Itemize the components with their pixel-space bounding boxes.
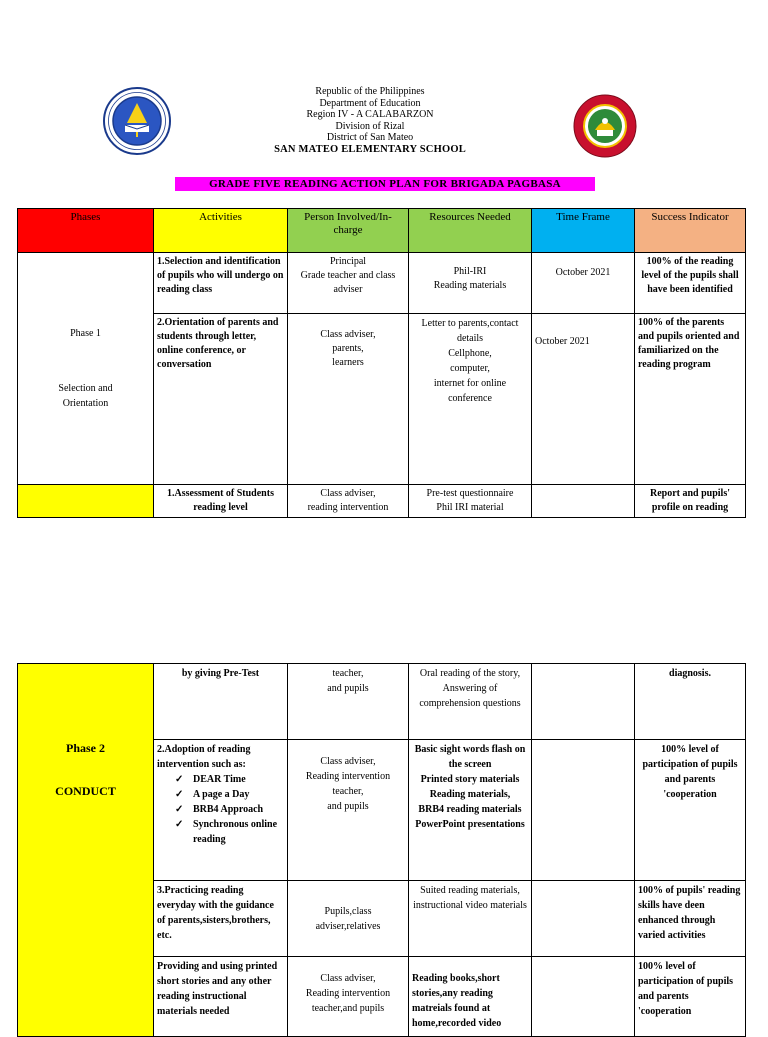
person-cell: Class adviser, parents, learners	[288, 314, 409, 485]
success-cell: 100% of pupils' reading skills have deen enhanced through varied activities	[635, 881, 746, 957]
school-seal-logo	[573, 94, 637, 158]
list-item	[175, 817, 284, 847]
phase-2-name: Phase 2	[66, 741, 105, 755]
header-line: Department of Education	[319, 97, 421, 109]
header-line: District of San Mateo	[326, 132, 414, 143]
success-cell: 100% level of participation of pupils and parents 'cooperation	[635, 957, 746, 1037]
checkmark-icon: ✓	[175, 789, 184, 800]
timeframe-cell	[532, 881, 635, 957]
resources-cell: Oral reading of the story, Answering of comprehension questions	[409, 664, 532, 740]
activity-cell: by giving Pre-Test	[154, 664, 288, 740]
timeframe-cell	[532, 740, 635, 881]
activity-cell: 1.Assessment of Students reading level	[154, 485, 288, 518]
person-cell: Principal Grade teacher and class adviser	[288, 253, 409, 314]
phase-2-subtitle: CONDUCT	[55, 784, 116, 798]
resources-cell: Letter to parents,contact details Cellphone, computer, internet for online conference	[409, 314, 532, 485]
timeframe-cell: October 2021	[532, 253, 635, 314]
resources-cell: Suited reading materials, instructional video materials	[409, 881, 532, 957]
person-cell: Class adviser, Reading intervention teacher,and pupils	[288, 957, 409, 1037]
header-timeframe: Time Frame	[532, 209, 635, 253]
header-person: Person Involved/In-charge	[288, 209, 409, 253]
checkmark-icon: ✓	[175, 819, 184, 830]
phase-1-subtitle: Selection and Orientation	[58, 383, 113, 409]
resources-cell: Phil-IRI Reading materials	[409, 253, 532, 314]
phase-1-name: Phase 1	[70, 328, 101, 339]
activity-text: 2.Adoption of reading intervention such as:	[157, 744, 251, 770]
list-item	[175, 772, 284, 787]
person-cell: Pupils,class adviser,relatives	[288, 881, 409, 957]
success-cell: Report and pupils' profile on reading	[635, 485, 746, 518]
resources-cell: Reading books,short stories,any reading matreials found at home,recorded video	[409, 957, 532, 1037]
success-cell: 100% of the parents and pupils oriented and familiarized on the reading program	[635, 314, 746, 485]
list-item	[175, 802, 284, 817]
header-line: Division of Rizal	[335, 120, 405, 132]
phase-1-cell	[18, 253, 154, 485]
list-item	[175, 787, 284, 802]
checkmark-icon: ✓	[175, 804, 184, 815]
timeframe-cell	[532, 664, 635, 740]
resources-cell: Pre-test questionnaire Phil IRI material	[409, 485, 532, 518]
phase-2-cell	[18, 664, 154, 1037]
timeframe-cell: October 2021	[532, 314, 635, 485]
header-line: Republic of the Philippines	[315, 86, 425, 97]
header-success: Success Indicator	[635, 209, 746, 253]
activity-cell: 1.Selection and identification of pupils who will undergo on reading class	[154, 253, 288, 314]
intervention-list	[157, 772, 284, 847]
timeframe-cell	[532, 485, 635, 518]
table-row	[18, 664, 746, 740]
activity-cell	[154, 740, 288, 881]
activity-cell: Providing and using printed short stories and any other reading instructional materials needed	[154, 957, 288, 1037]
header-phases: Phases	[18, 209, 154, 253]
table-row	[18, 253, 746, 314]
header-line: Region IV - A CALABARZON	[306, 109, 434, 120]
action-plan-table	[17, 208, 746, 518]
activity-cell: 3.Practicing reading everyday with the guidance of parents,sisters,brothers, etc.	[154, 881, 288, 957]
person-cell: teacher, and pupils	[288, 664, 409, 740]
action-plan-table-continued	[17, 663, 746, 1037]
success-cell: 100% level of participation of pupils and parents 'cooperation	[635, 740, 746, 881]
header-activities: Activities	[154, 209, 288, 253]
success-cell: diagnosis.	[635, 664, 746, 740]
list-item-label: DEAR Time	[193, 774, 246, 785]
phase-2-cell-top	[18, 485, 154, 518]
activity-cell: 2.Orientation of parents and students through letter, online conference, or conversation	[154, 314, 288, 485]
list-item-label: BRB4 Approach	[193, 804, 264, 815]
table-row	[18, 485, 746, 518]
header-resources: Resources Needed	[409, 209, 532, 253]
resources-cell: Basic sight words flash on the screen Printed story materials Reading materials, BRB4 reading materials PowerPoint presentations	[409, 740, 532, 881]
deped-seal-logo	[103, 87, 171, 155]
list-item-label: A page a Day	[193, 789, 250, 800]
person-cell: Class adviser, Reading intervention teacher, and pupils	[288, 740, 409, 881]
person-cell: Class adviser, reading intervention	[288, 485, 409, 518]
plan-title: GRADE FIVE READING ACTION PLAN FOR BRIGADA PAGBASA	[175, 177, 595, 191]
school-name: SAN MATEO ELEMENTARY SCHOOL	[274, 143, 466, 155]
list-item-label: Synchronous online reading	[193, 819, 278, 845]
timeframe-cell	[532, 957, 635, 1037]
document-header	[200, 86, 540, 155]
checkmark-icon: ✓	[175, 774, 184, 785]
success-cell: 100% of the reading level of the pupils shall have been identified	[635, 253, 746, 314]
